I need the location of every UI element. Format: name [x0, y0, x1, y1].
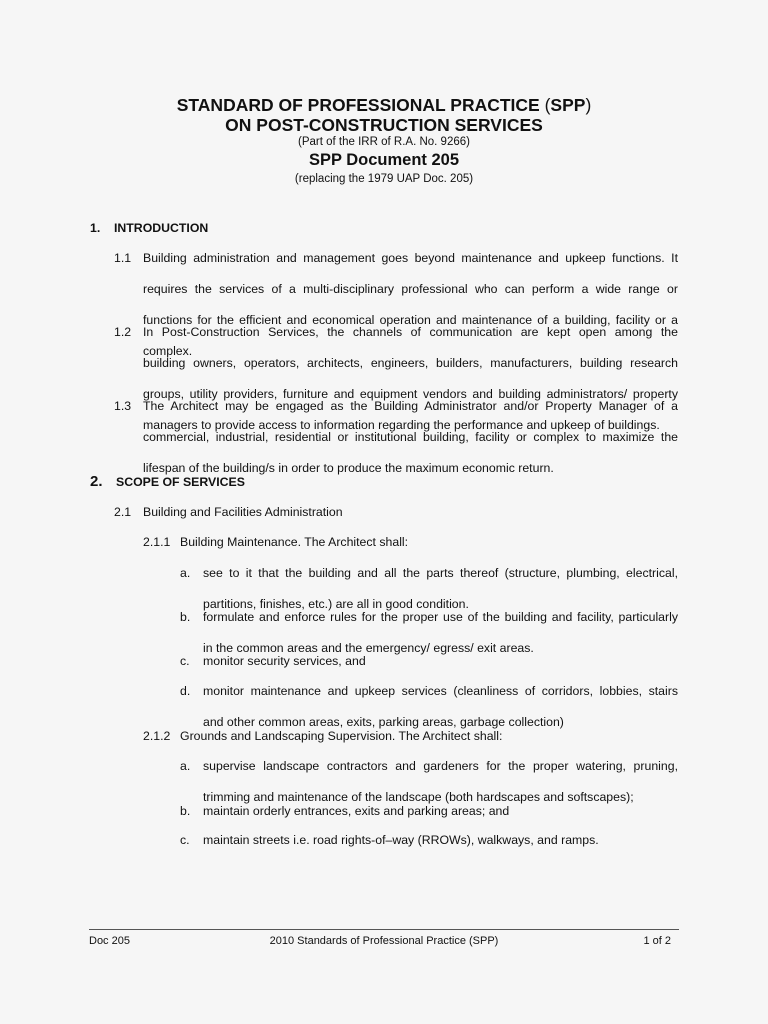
item-2-1-2-title: Grounds and Landscaping Supervision. The Architect shall:: [180, 729, 503, 743]
paragraph-line: managers to provide access to information regarding the performance and upkeep of buildings.: [143, 418, 660, 432]
paragraph-line: formulate and enforce rules for the proper use of the building and facility, particularly: [203, 610, 678, 624]
list-item: [203, 684, 678, 731]
section-1-title: INTRODUCTION: [114, 221, 209, 235]
paragraph-line: groups, utility providers, furniture and equipment vendors and building administrators/ property: [143, 387, 678, 401]
list-item-letter: a.: [180, 566, 191, 580]
document-part-of: (Part of the IRR of R.A. No. 9266): [298, 136, 470, 148]
section-2-heading: [90, 473, 245, 490]
paragraph-line: commercial, industrial, residential or institutional building, facility or complex to maximize the: [143, 430, 678, 444]
list-item-letter: d.: [180, 684, 191, 698]
item-2-1-number: 2.1: [114, 505, 132, 519]
paragraph-line: see to it that the building and all the parts thereof (structure, plumbing, electrical,: [203, 566, 678, 580]
list-item-letter: a.: [180, 759, 191, 773]
paragraph-line: building owners, operators, architects, engineers, builders, manufacturers, building research: [143, 356, 678, 370]
item-2-1-title: Building and Facilities Administration: [143, 505, 343, 519]
footer-title: 2010 Standards of Professional Practice (SPP): [269, 935, 499, 947]
footer-doc-id: Doc 205: [89, 935, 130, 947]
paragraph-line: and other common areas, exits, parking areas, garbage collection): [203, 715, 564, 729]
document-title-line1: STANDARD OF PROFESSIONAL PRACTICE (SPP): [176, 95, 592, 115]
paragraph-line: Building administration and management goes beyond maintenance and upkeep functions. It: [143, 251, 678, 265]
section-2-title: SCOPE OF SERVICES: [116, 475, 245, 489]
section-1-heading: [90, 221, 208, 235]
section-2-number: 2.: [90, 473, 103, 490]
paragraph-line: functions for the efficient and economical operation and maintenance of a building, facility or a: [143, 313, 678, 327]
list-item: [203, 610, 678, 657]
list-item-letter: c.: [180, 833, 190, 847]
paragraph-line: requires the services of a multi-disciplinary professional who can perform a wide range or: [143, 282, 678, 296]
paragraph-line: lifespan of the building/s in order to produce the maximum economic return.: [143, 461, 554, 475]
paragraph-line: In Post-Construction Services, the channels of communication are kept open among the: [143, 325, 678, 339]
list-item: [203, 759, 678, 806]
list-item: maintain streets i.e. road rights-of–way (RROWs), walkways, and ramps.: [203, 833, 599, 847]
list-item: monitor security services, and: [203, 654, 366, 668]
item-1-3-number: 1.3: [114, 399, 132, 413]
item-2-1-2-number: 2.1.2: [143, 729, 171, 743]
section-1-number: 1.: [90, 221, 101, 235]
paragraph-line: monitor maintenance and upkeep services (cleanliness of corridors, lobbies, stairs: [203, 684, 678, 698]
paragraph-line: The Architect may be engaged as the Building Administrator and/or Property Manager of a: [143, 399, 678, 413]
list-item-letter: b.: [180, 610, 191, 624]
document-doc-title: SPP Document 205: [308, 151, 460, 169]
item-1-3-paragraph: [143, 399, 678, 477]
item-2-1-1-number: 2.1.1: [143, 535, 171, 549]
document-replacing: (replacing the 1979 UAP Doc. 205): [294, 173, 474, 185]
item-1-2-number: 1.2: [114, 325, 132, 339]
list-item: [203, 566, 678, 613]
footer-divider: [89, 929, 679, 930]
list-item-letter: c.: [180, 654, 190, 668]
document-title-line2: ON POST-CONSTRUCTION SERVICES: [225, 115, 543, 135]
paragraph-line: partitions, finishes, etc.) are all in good condition.: [203, 597, 469, 611]
list-item-letter: b.: [180, 804, 191, 818]
item-1-1-number: 1.1: [114, 251, 132, 265]
footer-page-number: 1 of 2: [643, 935, 671, 947]
paragraph-line: in the common areas and the emergency/ egress/ exit areas.: [203, 641, 534, 655]
paragraph-line: trimming and maintenance of the landscape (both hardscapes and softscapes);: [203, 790, 634, 804]
item-2-1-1-title: Building Maintenance. The Architect shall:: [180, 535, 409, 549]
paragraph-line: complex.: [143, 344, 193, 358]
list-item: maintain orderly entrances, exits and parking areas; and: [203, 804, 510, 818]
paragraph-line: supervise landscape contractors and gardeners for the proper watering, pruning,: [203, 759, 678, 773]
